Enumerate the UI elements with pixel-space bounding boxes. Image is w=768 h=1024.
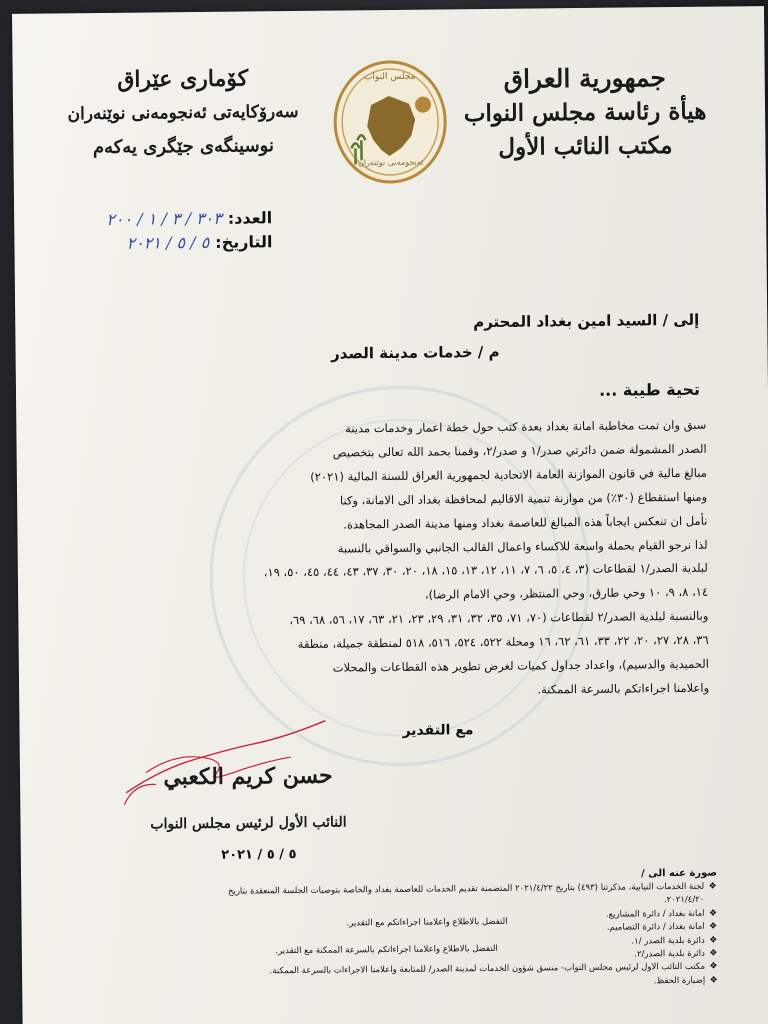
copies-heading: صورة عنه الى / bbox=[641, 867, 718, 880]
header-right-line1: جمهورية العراق bbox=[503, 63, 666, 94]
closing: مع التقدير bbox=[402, 722, 474, 739]
header-right-line3: مكتب النائب الأول bbox=[498, 132, 673, 161]
body-line-1: سبق وان تمت مخاطبة امانة بغداد بعدة كتب حول خطة اعمار وخدمات مدينة bbox=[345, 417, 707, 436]
copy-item-1-cont: ٢٠٢١/٤/٢٠. bbox=[663, 895, 705, 906]
header-right-line2: هيأة رئاسة مجلس النواب bbox=[463, 97, 707, 128]
bullet-icon: ❖ bbox=[709, 975, 718, 986]
copy-item-7: ❖إضبارة الحفظ. bbox=[653, 975, 718, 987]
copy-item-1: ❖لجنة الخدمات النيابية، مذكرتنا (٤٩٣) بتاريخ ٢٠٢١/٤/٢٢ المتضمنة تقديم الخدمات للعاصمة بغداد والخاصة بتوصيات الجلسة المنعقدة بتاريخ bbox=[227, 881, 717, 897]
body-line-8: ١٤، ٨، ٩، ١٠ وحي طارق، وحي المنتظر، وحي الامام الرضا)، bbox=[424, 585, 709, 602]
header-left bbox=[63, 61, 304, 166]
bullet-icon: ❖ bbox=[709, 935, 718, 946]
header-left-line2: سەرۆکایەتی ئەنجومەنی نوێنەران bbox=[67, 101, 299, 125]
reference-block bbox=[82, 206, 272, 256]
body-line-12: واعلامنا اجراءاتكم بالسرعة الممكنة. bbox=[537, 680, 710, 697]
header-left-line1: كۆماری عێراق bbox=[117, 65, 249, 93]
copy-item-6: ❖مكتب النائب الاول لرئيس مجلس النواب- منسق شؤون الخدمات لمدينة الصدر/ للمتابعة واعلامنا الاجراءات بالسرعة الممكنة. bbox=[269, 962, 718, 977]
copy-note-a: التفضل بالاطلاع واعلامنا اجراءاتكم مع التقدير. bbox=[346, 916, 508, 929]
number-value: ٣٠٣ / ٣ / ١ / ٢٠٠ bbox=[106, 208, 222, 229]
header-left-line3: نوسینگەی جێگری یەکەم bbox=[92, 135, 275, 159]
copy-item-2: ❖امانة بغداد / دائرة المشاريع. التفضل بالاطلاع واعلامنا اجراءاتكم مع التقدير. bbox=[57, 907, 717, 927]
bullet-icon: ❖ bbox=[709, 921, 718, 932]
copy-item-5: ❖دائرة بلدية الصدر/٢. bbox=[634, 948, 718, 960]
copy-item-4: ❖دائرة بلدية الصدر /١. التفضل بالاطلاع واعلامنا اجراءاتكم بالسرعة الممكنة مع التقدير. bbox=[58, 934, 718, 954]
number-label: العدد: bbox=[227, 208, 273, 228]
bullet-icon: ❖ bbox=[709, 948, 718, 959]
signatory-date: ٥ / ٥ / ٢٠٢١ bbox=[221, 847, 297, 863]
logo-top-text: مجلس النواب bbox=[363, 71, 416, 83]
copy-note-b: التفضل بالاطلاع واعلامنا اجراءاتكم بالسرعة الممكنة مع التقدير. bbox=[275, 943, 498, 956]
body-line-11: الحميدية والدسيم)، واعداد جداول كميات لغرض تطوير هذه القطاعات والمحلات bbox=[332, 656, 709, 675]
body-line-3: مبالغ مالية في قانون الموازنة العامة الاتحادية لجمهورية العراق للسنة المالية (٢٠٢١) bbox=[310, 465, 707, 484]
logo-bottom-text: ئەنجومەنی نوێنەران bbox=[357, 157, 424, 168]
signatory-title: النائب الأول لرئيس مجلس النواب bbox=[150, 814, 347, 833]
body-line-5: نأمل ان تنعكس ايجاباً هذه المبالغ للعاصمة بغداد ومنها مدينة الصدر المجاهدة. bbox=[343, 513, 708, 532]
copy-item-3: ❖امانة بغداد / دائرة التصاميم. bbox=[606, 921, 718, 933]
body-line-9: وبالنسبة لبلدية الصدر/٢ لقطاعات (٧٠، ٧١، ٣٥، ٣٢، ٣١، ٢٩، ٢٣، ٢١، ٦٣، ١٧، ٥٦، ٦٨، ٦٩، bbox=[289, 608, 709, 628]
letter-body bbox=[92, 414, 709, 707]
body-line-10: ٣٦، ٢٨، ٢٧، ٢٠، ٢٢، ٣٣، ٦١، ٦٢، ١٦ ومحلة ٥٢٢، ٥٢٤، ٥١٦، ٥١٨ لمنطقة جميلة، منطقة bbox=[297, 632, 709, 652]
parliament-logo bbox=[331, 59, 450, 188]
letter-page bbox=[12, 6, 768, 1024]
copies-section bbox=[57, 867, 718, 995]
signature-mark bbox=[115, 710, 356, 813]
subject-line: م / خدمات مدينة الصدر bbox=[331, 342, 500, 363]
bullet-icon: ❖ bbox=[709, 962, 718, 973]
addressee-line: إلى / السيد امين بغداد المحترم bbox=[473, 310, 700, 332]
signatory-name: حسن كريم الكعبي bbox=[163, 762, 333, 791]
bullet-icon: ❖ bbox=[708, 908, 718, 919]
body-line-4: ومنها استقطاع (٣٠٪) من موازنة تنمية الاقاليم لمحافظة بغداد الى الامانة، وكنا bbox=[339, 489, 708, 508]
header-right bbox=[455, 61, 716, 166]
body-line-6: لذا نرجو القيام بحملة واسعة للاكساء واعمال القالب الجانبي والسواقي بالنسبة bbox=[337, 537, 708, 556]
date-value: ٥ / ٥ / ٢٠٢١ bbox=[126, 232, 210, 253]
date-label: التاريخ: bbox=[215, 232, 273, 252]
body-line-2: الصدر المشمولة ضمن دائرتي صدر/١ و صدر/٢، وقمنا بحمد الله تعالى بتخصيص bbox=[332, 441, 707, 460]
bullet-icon: ❖ bbox=[708, 881, 717, 892]
greeting: تحية طيبة ... bbox=[598, 379, 701, 400]
body-line-7: لبلدية الصدر/١ لقطاعات (٣، ٤، ٥، ٦، ٧، ١١، ١٢، ١٣، ١٥، ١٨، ٢٠، ٣٠، ٣٧، ٤٣، ٤٤، ٤٥، ٥٠، ١٩، bbox=[263, 561, 708, 580]
